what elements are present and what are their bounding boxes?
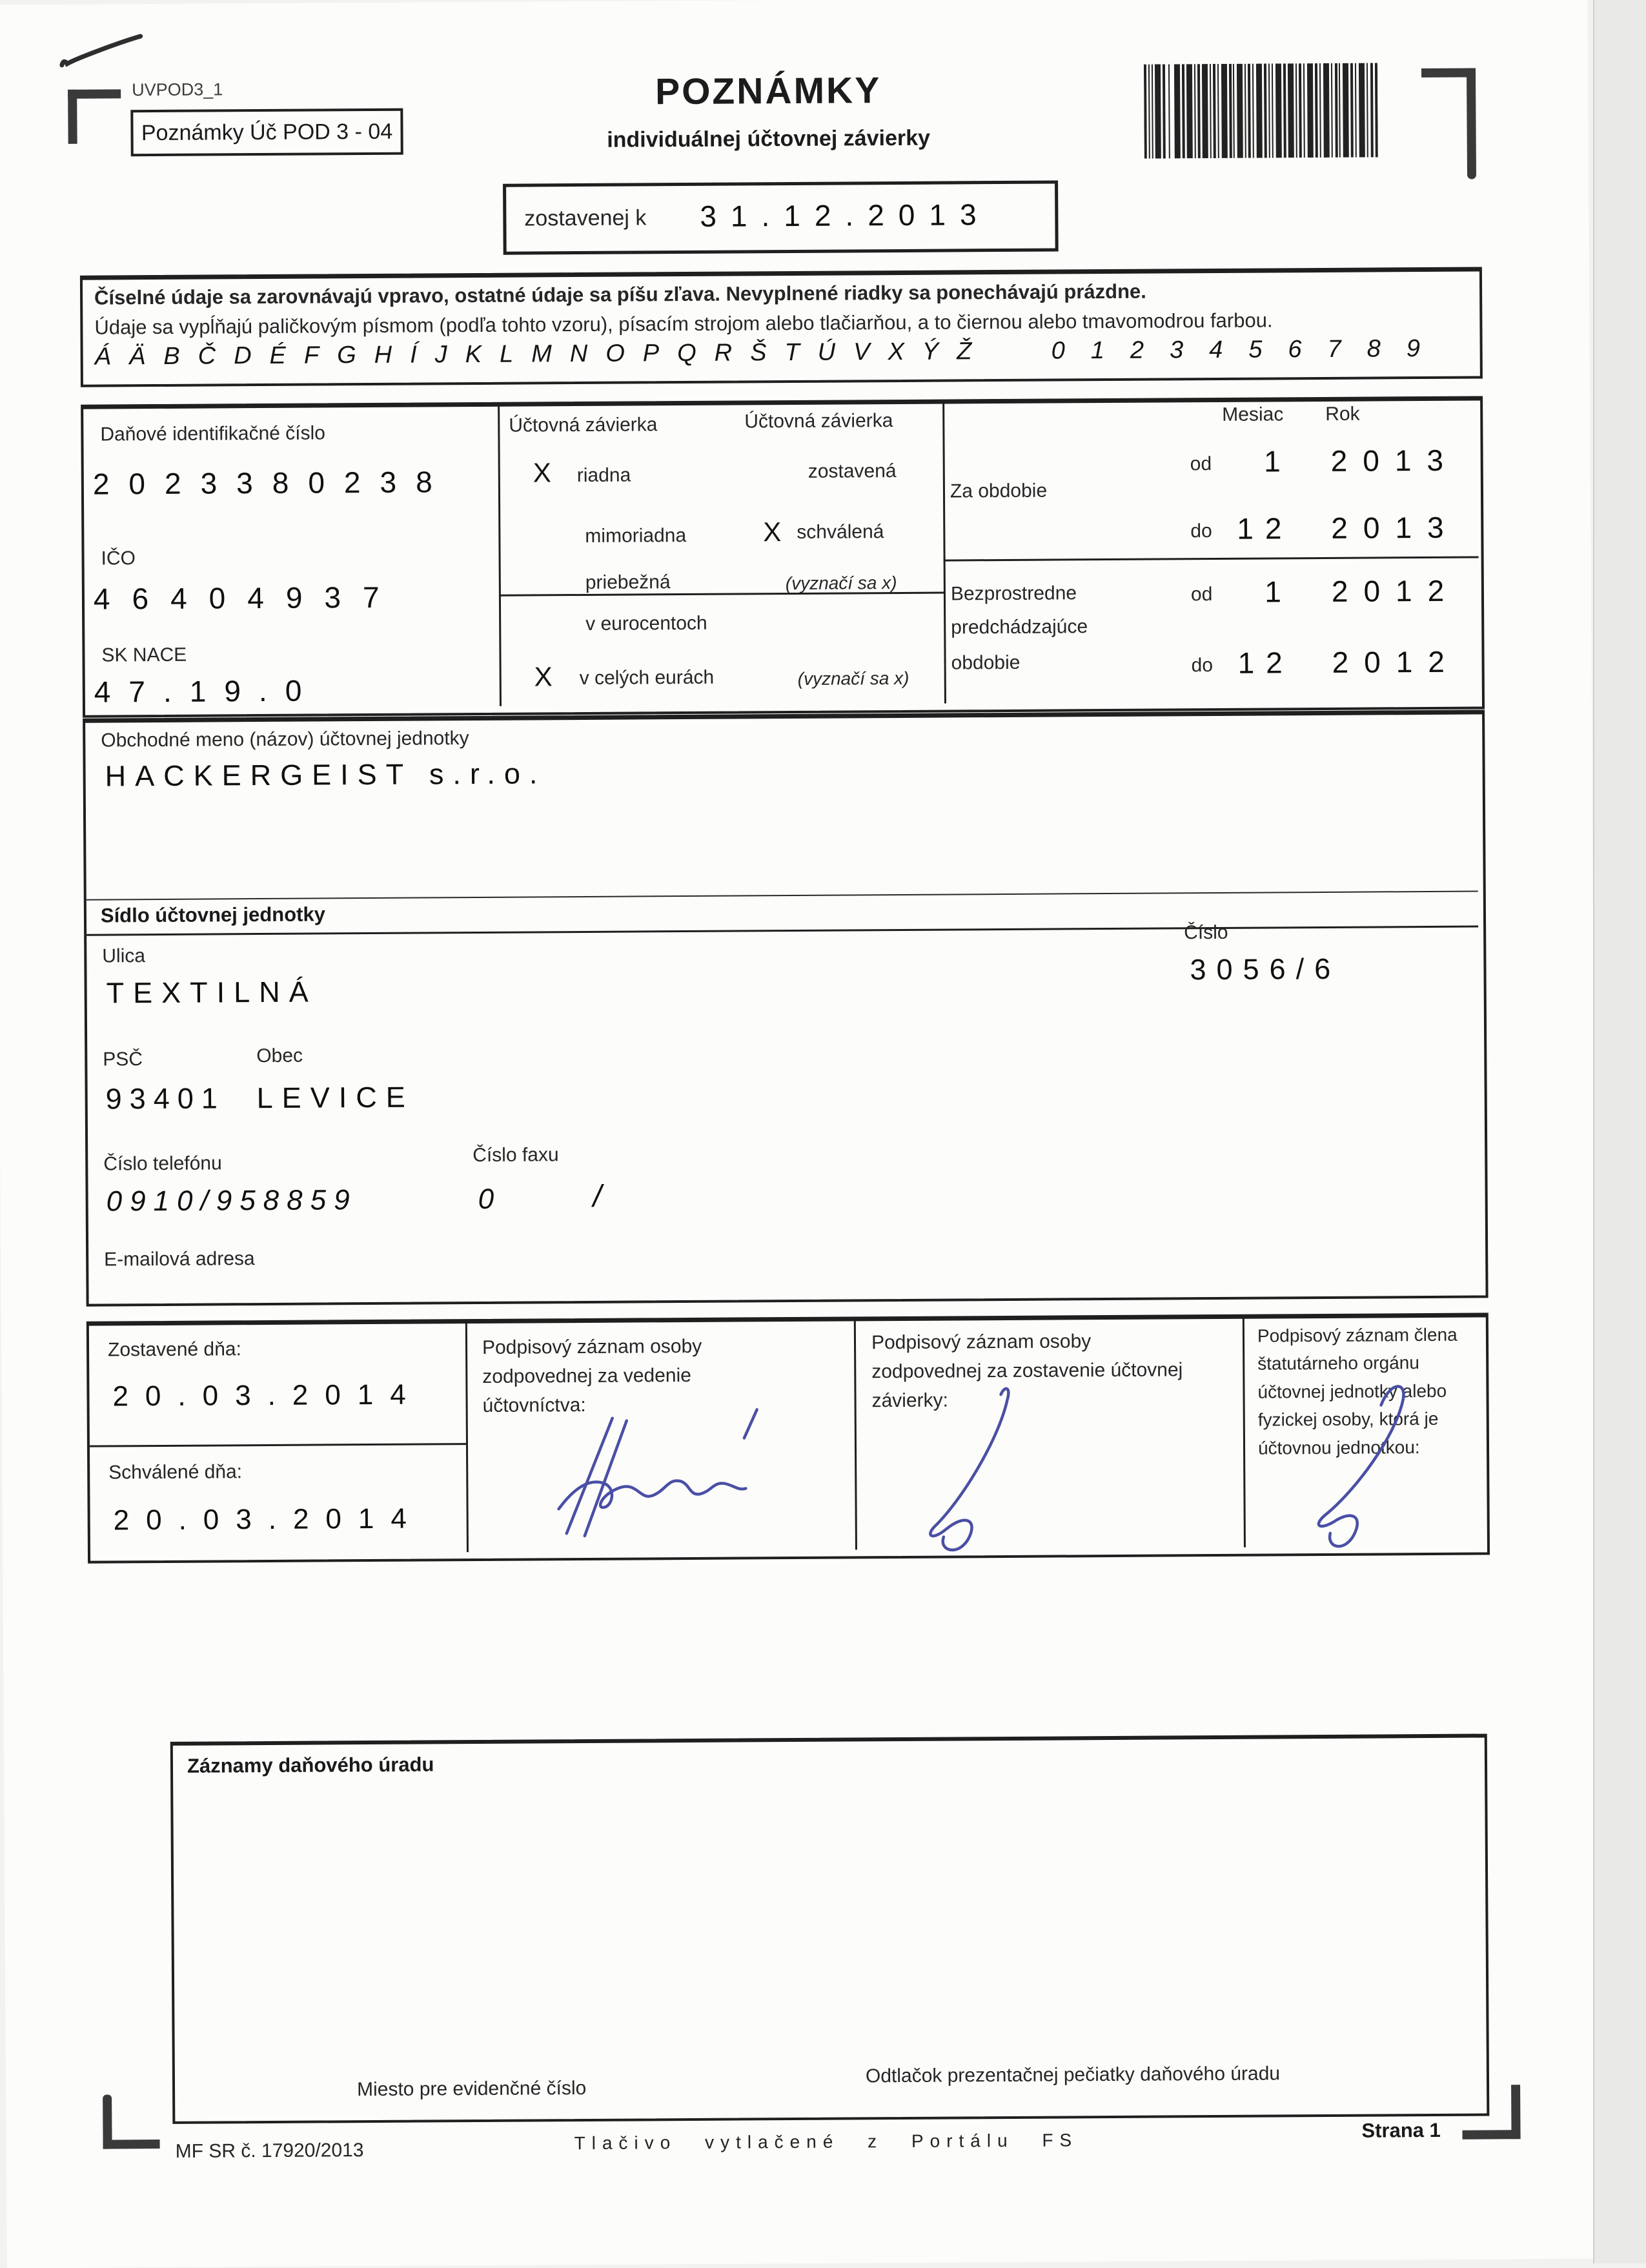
email-label: E-mailová adresa bbox=[104, 1248, 255, 1271]
company-name-value: HACKERGEIST s.r.o. bbox=[105, 757, 547, 793]
dic-value: 2023380238 bbox=[92, 465, 452, 501]
cur-to-year: 2013 bbox=[1331, 510, 1459, 545]
signature-statutory bbox=[1270, 1371, 1465, 1552]
footer-mfsr: MF SR č. 17920/2013 bbox=[175, 2140, 364, 2162]
signature-statements bbox=[905, 1380, 1068, 1554]
mark-note-1: (vyznačí sa x) bbox=[785, 573, 897, 594]
obec-label: Obec bbox=[256, 1045, 303, 1067]
wholeeuros-label: v celých eurách bbox=[579, 666, 715, 690]
cislo-value: 3056/6 bbox=[1190, 952, 1341, 986]
zostavena-label: zostavená bbox=[808, 460, 897, 482]
form-id: UVPOD3_1 bbox=[132, 79, 223, 100]
ulica-label: Ulica bbox=[102, 945, 146, 967]
psc-value: 93401 bbox=[105, 1081, 225, 1116]
mesiac-label: Mesiac bbox=[1222, 404, 1284, 425]
tax-office-header: Záznamy daňového úradu bbox=[187, 1753, 434, 1777]
sample-digits: 0123456789 bbox=[1051, 334, 1447, 365]
scanner-edge-shadow bbox=[1593, 0, 1646, 2263]
sig-bookkeeping-label: Podpisový záznam osoby zodpovednej za vedenie účtovníctva: bbox=[482, 1335, 702, 1416]
page-subtitle: individuálnej účtovnej závierky bbox=[607, 125, 931, 152]
barcode bbox=[1144, 63, 1378, 158]
cur-to-do: do bbox=[1190, 520, 1212, 542]
prev-from-year: 2012 bbox=[1331, 573, 1460, 608]
cur-to-month: 12 bbox=[1237, 511, 1294, 546]
crop-mark-top-right-v bbox=[1467, 68, 1476, 179]
prev-period-line-1: Bezprostredne bbox=[950, 582, 1077, 605]
sig-statutory-label: Podpisový záznam člena štatutárneho orgánu účtovnej jednotky alebo fyzickej osoby, ktorá je účtovnou jednotkou: bbox=[1257, 1324, 1458, 1458]
signature-bookkeeping bbox=[551, 1398, 784, 1551]
prev-from-od: od bbox=[1190, 584, 1213, 606]
riadna-label: riadna bbox=[576, 464, 631, 487]
cislo-label: Číslo bbox=[1184, 921, 1228, 944]
crop-mark-bottom-right-h bbox=[1462, 2130, 1520, 2140]
dic-label: Daňové identifikačné číslo bbox=[100, 422, 326, 445]
schvalena-checkbox-mark: X bbox=[763, 516, 782, 547]
sknace-value: 47.19.0 bbox=[94, 673, 320, 709]
instruction-line-1: Číselné údaje sa zarovnávajú vpravo, ostatné údaje sa píšu zľava. Nevyplnené riadky sa ponechávajú prázdne. bbox=[94, 280, 1146, 309]
prev-from-month: 1 bbox=[1265, 575, 1294, 609]
crop-mark-bottom-left-h bbox=[103, 2140, 160, 2149]
cur-from-year: 2013 bbox=[1330, 443, 1459, 478]
tax-office-box bbox=[170, 1733, 1490, 2123]
prev-period-line-3: obdobie bbox=[951, 651, 1021, 674]
mark-note-2: (vyznačí sa x) bbox=[797, 668, 909, 689]
ico-value: 46404937 bbox=[93, 580, 401, 616]
form-code: Poznámky Úč POD 3 - 04 bbox=[141, 119, 393, 145]
fax-slash: / bbox=[593, 1179, 602, 1214]
tel-value: 0910/958859 bbox=[106, 1184, 358, 1218]
za-obdobie-label: Za obdobie bbox=[950, 480, 1048, 502]
rok-label: Rok bbox=[1325, 403, 1360, 425]
mimoriadna-label: mimoriadna bbox=[585, 525, 687, 547]
cur-from-od: od bbox=[1190, 453, 1212, 475]
evidence-number-label: Miesto pre evidenčné číslo bbox=[356, 2077, 587, 2101]
compiled-date-box bbox=[503, 180, 1059, 254]
fax-value: 0 bbox=[478, 1183, 494, 1215]
fax-label: Číslo faxu bbox=[472, 1144, 559, 1167]
riadna-checkbox-mark: X bbox=[533, 457, 551, 488]
prev-to-do: do bbox=[1191, 655, 1214, 677]
schvalena-label: schválená bbox=[797, 521, 884, 543]
page-title: POZNÁMKY bbox=[655, 70, 882, 113]
sidlo-label: Sídlo účtovnej jednotky bbox=[100, 903, 325, 927]
compiled-label: zostavenej k bbox=[524, 205, 647, 231]
crop-mark-top-left-v bbox=[68, 90, 77, 144]
obec-value: LEVICE bbox=[256, 1080, 414, 1115]
tel-label: Číslo telefónu bbox=[103, 1152, 222, 1175]
zavierka-header-1: Účtovná závierka bbox=[509, 414, 658, 436]
wholeeuros-checkbox-mark: X bbox=[534, 661, 553, 692]
zostavene-dna-label: Zostavené dňa: bbox=[107, 1338, 241, 1361]
sknace-label: SK NACE bbox=[101, 644, 187, 666]
footer-printed-note: Tlačivo vytlačené z Portálu FS bbox=[574, 2130, 1079, 2154]
schvalene-dna-label: Schválené dňa: bbox=[108, 1461, 243, 1484]
footer-page-number: Strana 1 bbox=[1361, 2118, 1441, 2142]
sample-letters: ÁÄBČDÉFGHÍJKLMNOPQRŠTÚVXÝŽ bbox=[94, 338, 990, 371]
psc-label: PSČ bbox=[103, 1048, 143, 1070]
prev-to-month: 12 bbox=[1237, 646, 1294, 680]
sig-statements-label: Podpisový záznam osoby zodpovednej za zostavenie účtovnej závierky: bbox=[871, 1331, 1183, 1412]
compiled-date-value: 31.12.2013 bbox=[700, 198, 991, 233]
schvalene-dna-date: 20.03.2014 bbox=[113, 1502, 424, 1537]
zostavene-dna-date: 20.03.2014 bbox=[112, 1378, 423, 1413]
instruction-line-2: Údaje sa vypĺňajú paličkovým písmom (podľa tohto vzoru), písacím strojom alebo tlačiarňou, a to čiernou alebo tmavomodrou farbou. bbox=[94, 309, 1273, 339]
prev-to-year: 2012 bbox=[1332, 644, 1461, 679]
pen-scribble-mark bbox=[57, 27, 147, 73]
stamp-label: Odtlačok prezentačnej pečiatky daňového úradu bbox=[865, 2063, 1281, 2087]
cur-from-month: 1 bbox=[1263, 444, 1292, 478]
instructions-box bbox=[80, 267, 1483, 387]
ulica-value: TEXTILNÁ bbox=[106, 975, 318, 1010]
priebezna-label: priebežná bbox=[585, 571, 671, 593]
eurocents-label: v eurocentoch bbox=[585, 612, 707, 635]
ico-label: IČO bbox=[101, 547, 136, 569]
company-name-label: Obchodné meno (názov) účtovnej jednotky bbox=[101, 728, 469, 751]
form-code-box bbox=[130, 108, 403, 157]
zavierka-header-2: Účtovná závierka bbox=[744, 410, 893, 433]
prev-period-line-2: predchádzajúce bbox=[951, 616, 1088, 639]
